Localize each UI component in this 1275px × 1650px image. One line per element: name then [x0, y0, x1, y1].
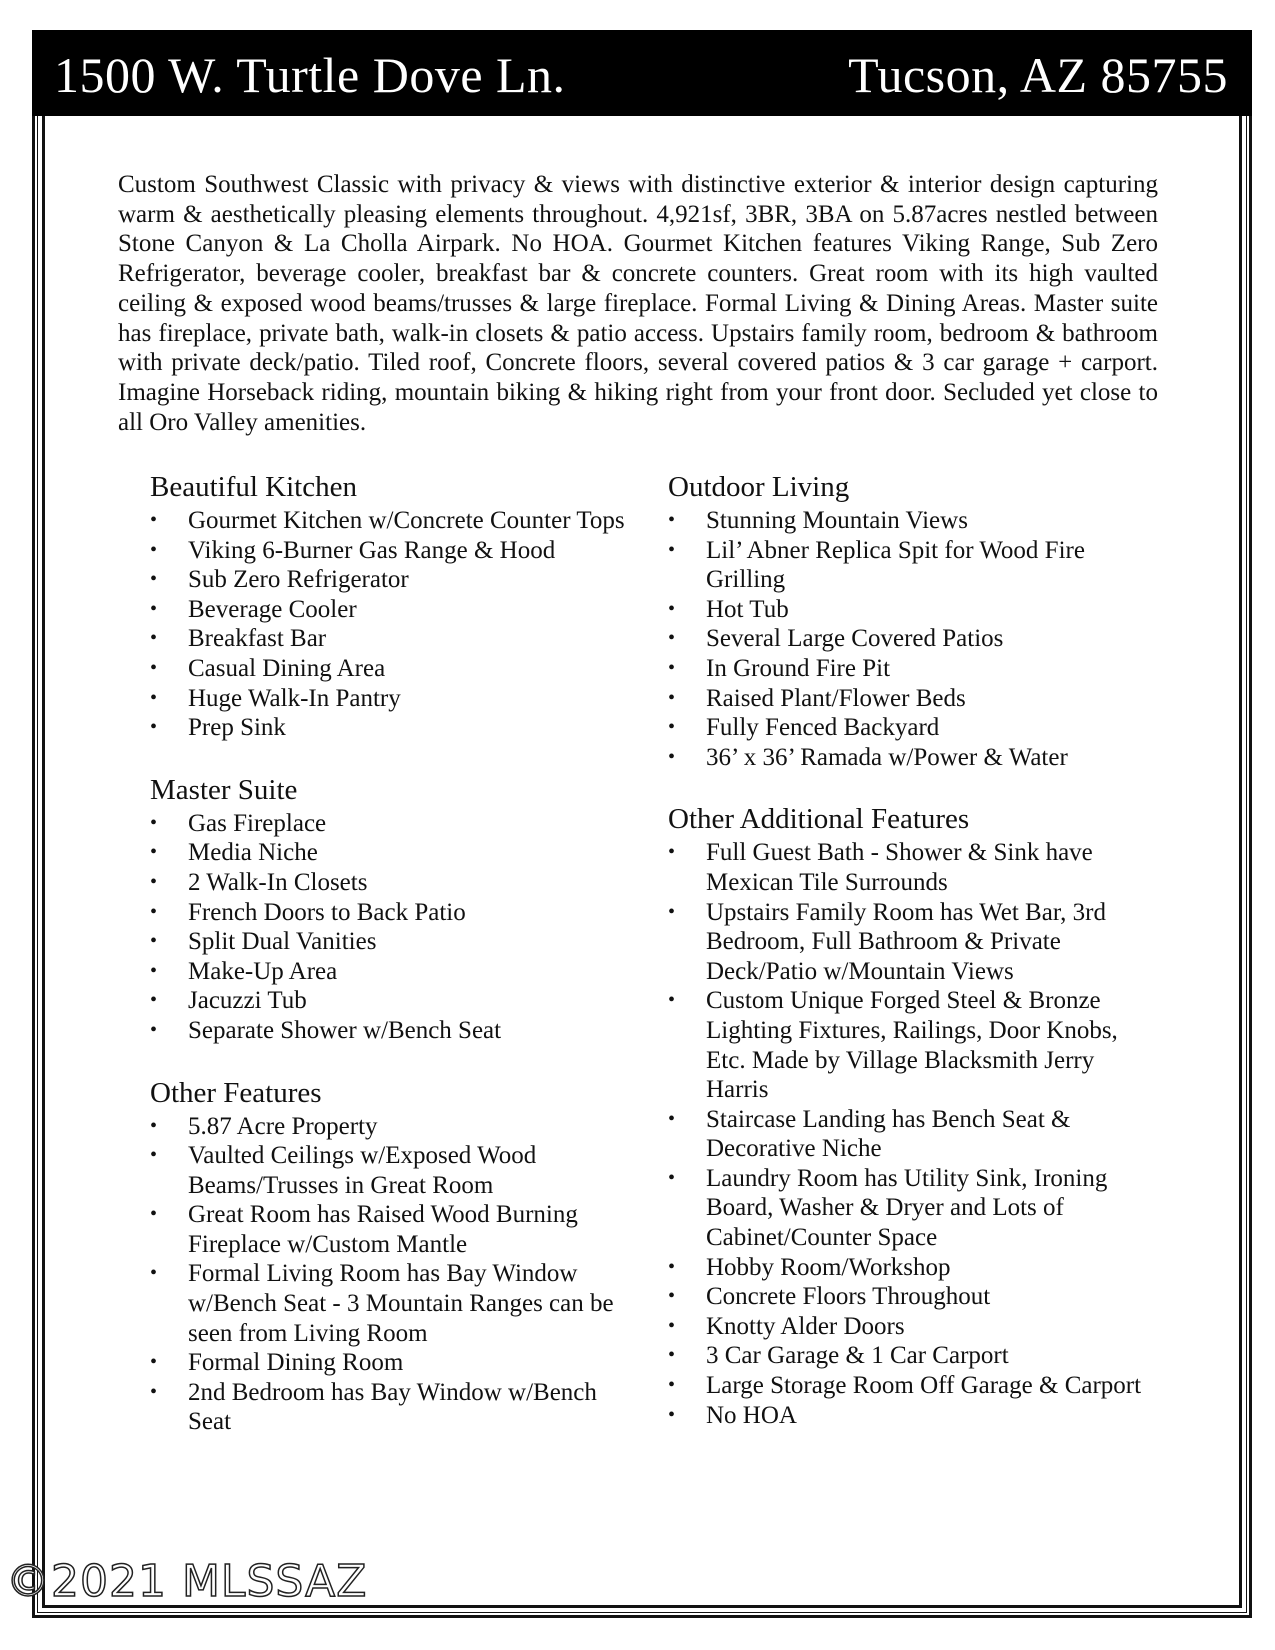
feature-list [150, 809, 630, 1046]
list-item: • Upstairs Family Room has Wet Bar, 3rd Bedroom, Full Bathroom & Private Deck/Patio w/Mountain Views [668, 898, 1148, 987]
city-state-zip: Tucson, AZ 85755 [848, 47, 1228, 103]
list-item: • In Ground Fire Pit [668, 654, 1148, 684]
list-item: • Gourmet Kitchen w/Concrete Counter Tops [150, 506, 630, 536]
list-item: • Vaulted Ceilings w/Exposed Wood Beams/Trusses in Great Room [150, 1141, 630, 1200]
list-item: • 2nd Bedroom has Bay Window w/Bench Seat [150, 1378, 630, 1437]
list-item: • 5.87 Acre Property [150, 1112, 630, 1142]
list-item: • Fully Fenced Backyard [668, 713, 1148, 743]
feature-list [668, 506, 1148, 772]
list-item: • Staircase Landing has Bench Seat & Decorative Niche [668, 1105, 1148, 1164]
list-item: • Custom Unique Forged Steel & Bronze Lighting Fixtures, Railings, Door Knobs, Etc. Made by Village Blacksmith Jerry Harris [668, 986, 1148, 1104]
feature-list [150, 506, 630, 743]
section-title: Master Suite [150, 773, 298, 806]
list-item: • Hot Tub [668, 595, 1148, 625]
list-item: • Full Guest Bath - Shower & Sink have Mexican Tile Surrounds [668, 838, 1148, 897]
section-other-additional-features [668, 802, 1148, 1430]
address-header [32, 30, 1252, 116]
list-item: • Huge Walk-In Pantry [150, 684, 630, 714]
feature-list [150, 1112, 630, 1438]
section-beautiful-kitchen [150, 470, 630, 743]
list-item: • Concrete Floors Throughout [668, 1282, 1148, 1312]
section-title: Beautiful Kitchen [150, 471, 357, 503]
list-item: • Split Dual Vanities [150, 927, 630, 957]
list-item: • Casual Dining Area [150, 654, 630, 684]
list-item: • Lil’ Abner Replica Spit for Wood Fire Grilling [668, 536, 1148, 595]
list-item: • Several Large Covered Patios [668, 624, 1148, 654]
list-item: • 3 Car Garage & 1 Car Carport [668, 1341, 1148, 1371]
list-item: • Breakfast Bar [150, 624, 630, 654]
property-description: Custom Southwest Classic with privacy & views with distinctive exterior & interior design capturing warm & aesthetically pleasing elements throughout. 4,921sf, 3BR, 3BA on 5.87acres nestled between Stone Canyon & La Cholla Airpark. No HOA. Gourmet Kitchen features Viking Range, Sub Zero Refrigerator, beverage cooler, breakfast bar & concrete counters. Great room with its high vaulted ceiling & exposed wood beams/trusses & large fireplace. Formal Living & Dining Areas. Master suite has fireplace, private bath, walk-in closets & patio access. Upstairs family room, bedroom & bathroom with private deck/patio. Tiled roof, Concrete floors, several covered patios & 3 car garage + carport. Imagine Horseback riding, mountain biking & hiking right from your front door. Secluded yet close to all Oro Valley amenities. [118, 171, 1158, 436]
list-item: • Stunning Mountain Views [668, 506, 1148, 536]
list-item: • Make-Up Area [150, 957, 630, 987]
list-item: • 36’ x 36’ Ramada w/Power & Water [668, 743, 1148, 773]
list-item: • 2 Walk-In Closets [150, 868, 630, 898]
list-item: • Media Niche [150, 838, 630, 868]
list-item: • Great Room has Raised Wood Burning Fireplace w/Custom Mantle [150, 1200, 630, 1259]
list-item: • Beverage Cooler [150, 595, 630, 625]
copyright-watermark: ©2021 MLSSAZ [6, 1556, 368, 1607]
list-item: • French Doors to Back Patio [150, 898, 630, 928]
list-item: • Sub Zero Refrigerator [150, 565, 630, 595]
list-item: • No HOA [668, 1401, 1148, 1431]
list-item: • Gas Fireplace [150, 809, 630, 839]
left-column [150, 470, 630, 1467]
list-item: • Knotty Alder Doors [668, 1312, 1148, 1342]
list-item: • Raised Plant/Flower Beds [668, 684, 1148, 714]
section-other-features [150, 1076, 630, 1438]
feature-list [668, 838, 1148, 1430]
list-item: • Jacuzzi Tub [150, 986, 630, 1016]
list-item: • Viking 6-Burner Gas Range & Hood [150, 536, 630, 566]
list-item: • Prep Sink [150, 713, 630, 743]
list-item: • Laundry Room has Utility Sink, Ironing Board, Washer & Dryer and Lots of Cabinet/Counter Space [668, 1164, 1148, 1253]
section-master-suite [150, 773, 630, 1046]
right-column [668, 470, 1148, 1460]
list-item: • Formal Living Room has Bay Window w/Bench Seat - 3 Mountain Ranges can be seen from Living Room [150, 1259, 630, 1348]
section-title: Other Features [150, 1076, 322, 1109]
list-item: • Separate Shower w/Bench Seat [150, 1016, 630, 1046]
list-item: • Large Storage Room Off Garage & Carport [668, 1371, 1148, 1401]
section-title: Other Additional Features [668, 803, 970, 836]
section-outdoor-living [668, 470, 1148, 772]
list-item: • Formal Dining Room [150, 1348, 630, 1378]
section-title: Outdoor Living [668, 471, 850, 503]
list-item: • Hobby Room/Workshop [668, 1253, 1148, 1283]
street-address: 1500 W. Turtle Dove Ln. [54, 47, 566, 103]
